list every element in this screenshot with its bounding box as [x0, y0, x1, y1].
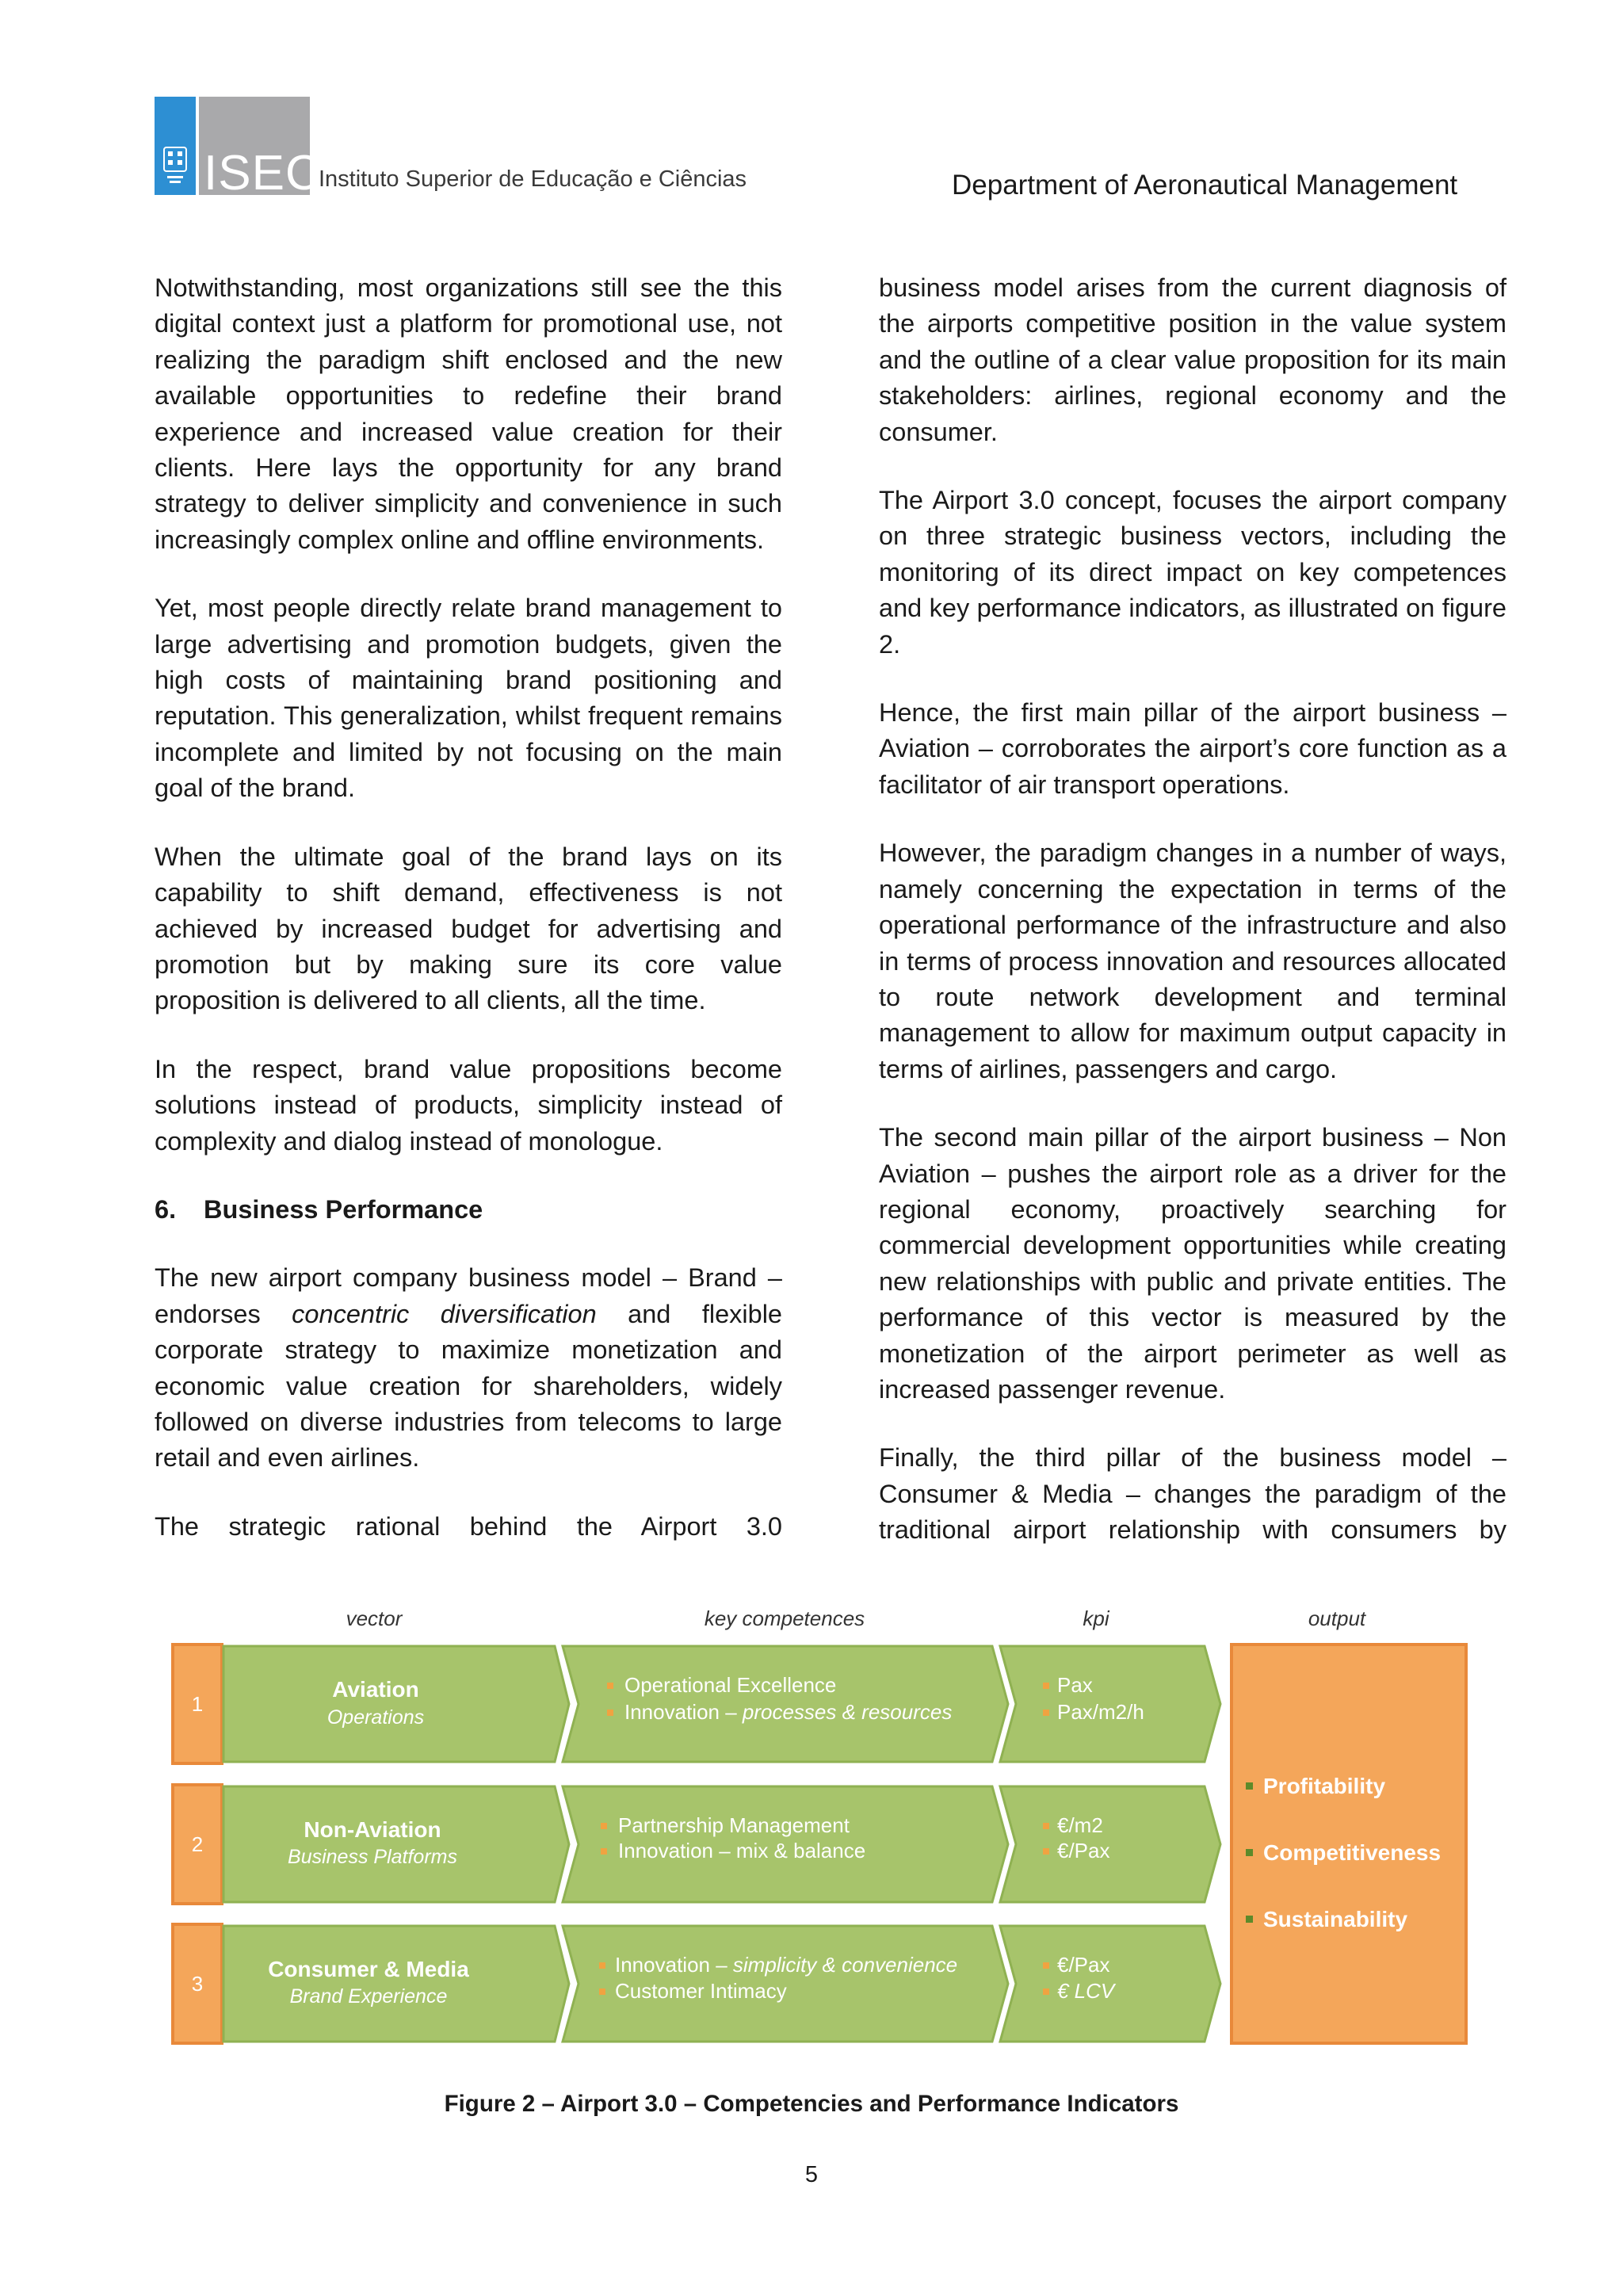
left-column [155, 270, 782, 1577]
bullet-icon [1043, 1988, 1049, 1995]
paragraph: Finally, the third pillar of the business model – Consumer & Media – changes the paradigm of the traditional airport relationship with consumers by [879, 1443, 1507, 1545]
vector-title: Non-Aviation [304, 1817, 441, 1842]
logo-text: ISEC [204, 146, 322, 201]
output-item: Profitability [1263, 1774, 1386, 1798]
competence-item: Partnership Management [618, 1813, 850, 1837]
vector-row-1 [173, 1645, 1220, 1763]
kpi-item: € LCV [1057, 1979, 1115, 2003]
section-number: 6. [155, 1194, 177, 1224]
paragraph: business model arises from the current diagnosis of the airports competitive position in the value system and the outline of a clear value proposition for its main stakeholders: airlines, regional economy and the consumer. [879, 273, 1507, 446]
bullet-icon [607, 1683, 613, 1689]
bullet-icon [1043, 1683, 1049, 1689]
output-box [1232, 1645, 1466, 2043]
bullet-icon [601, 1848, 607, 1855]
department-title: Department of Aeronautical Management [952, 170, 1458, 201]
vector-arrow [223, 1646, 569, 1762]
text-run: Innovation – [624, 1700, 743, 1724]
kpi-arrow [1000, 1786, 1220, 1902]
row-number: 2 [191, 1832, 204, 1856]
vector-arrow [223, 1786, 569, 1902]
emphasis-text: concentric diversification [292, 1299, 597, 1328]
vector-subtitle: Operations [327, 1706, 425, 1729]
text-run: Innovation – [615, 1953, 733, 1977]
row-number: 1 [191, 1692, 204, 1716]
page-number: 5 [804, 2162, 819, 2187]
header-vector: vector [346, 1606, 403, 1630]
text-run: and flexible corporate strategy to maximize monetization and economic value creation for shareholders, widely followed on diverse industries from telecoms to large retail and even airlines. [155, 1299, 782, 1473]
competence-item [624, 1700, 952, 1724]
vector-row-3 [173, 1924, 1220, 2043]
paragraph: Yet, most people directly relate brand management to large advertising and promotion budgets, given the high costs of maintaining brand positioning and reputation. This generalization, whilst frequent remains incomplete and limited by not focusing on the main goal of the brand. [155, 594, 782, 803]
vector-title: Consumer & Media [268, 1957, 469, 1981]
bullet-icon [601, 1823, 607, 1829]
text-run: simplicity & convenience [732, 1953, 958, 1977]
header-kpi: kpi [1083, 1606, 1109, 1630]
bullet-icon [599, 1988, 605, 1995]
paragraph: Notwithstanding, most organizations still see the this digital context just a platform for promotional use, not realizing the paradigm shift enclosed and the new available opportunities to redefine their brand experience and increased value creation for their clients. Here lays the opportunity for any brand strategy to deliver simplicity and convenience in such increasingly complex online and offline environments. [155, 273, 782, 554]
isec-logo [155, 97, 322, 201]
header-competences: key competences [704, 1606, 865, 1630]
paragraph: The second main pillar of the airport business – Non Aviation – pushes the airport role as a driver for the regional economy, proactively searching for commercial development opportunities while creating new relationships with public and private entities. The performance of this vector is measured by the monetization of the airport perimeter as well as increased passenger revenue. [879, 1123, 1507, 1404]
output-item: Sustainability [1263, 1907, 1408, 1931]
vector-arrow [223, 1926, 569, 2042]
right-column [879, 270, 1507, 1581]
header-output: output [1308, 1606, 1366, 1630]
logo-blue-block [155, 97, 196, 195]
bullet-icon [1043, 1848, 1049, 1855]
kpi-item: Pax [1057, 1673, 1093, 1697]
bullet-icon [1043, 1710, 1049, 1716]
vector-row-2 [173, 1785, 1220, 1904]
airport-3-figure [166, 1605, 1474, 2049]
competence-item: Innovation – mix & balance [618, 1839, 866, 1862]
paragraph [155, 1260, 782, 1476]
kpi-item: €/Pax [1057, 1839, 1110, 1862]
vector-subtitle: Business Platforms [288, 1846, 457, 1868]
kpi-item: €/Pax [1057, 1953, 1110, 1977]
section-heading [155, 1192, 782, 1228]
paragraph: However, the paradigm changes in a number of ways, namely concerning the expectation in terms of the operational performance of the infrastructure and also in terms of process innovation and resources allocated to route network development and terminal management to allow for maximum output capacity in terms of airlines, passengers and cargo. [879, 839, 1507, 1083]
competence-item: Operational Excellence [624, 1673, 837, 1697]
text-run: processes & resources [742, 1700, 953, 1724]
competence-item: Customer Intimacy [615, 1979, 787, 2003]
bullet-icon [1246, 1916, 1253, 1923]
paragraph: When the ultimate goal of the brand lays on its capability to shift demand, effectiveness is not achieved by increased budget for advertising and promotion but by making sure its core value proposition is delivered to all clients, all the time. [155, 842, 782, 1015]
bullet-icon [1246, 1849, 1253, 1856]
paragraph: In the respect, brand value propositions become solutions instead of products, simplicity instead of complexity and dialog instead of monologue. [155, 1054, 782, 1156]
figure-caption: Figure 2 – Airport 3.0 – Competencies and Performance Indicators [444, 2091, 1179, 2117]
bullet-icon [599, 1962, 605, 1969]
bullet-icon [1043, 1823, 1049, 1829]
paragraph: Hence, the first main pillar of the airport business – Aviation – corroborates the airport’s core function as a facilitator of air transport operations. [879, 698, 1507, 799]
text-run: The new airport company business model – Brand – endorses [155, 1263, 782, 1328]
vector-title: Aviation [332, 1677, 419, 1702]
paragraph: The Airport 3.0 concept, focuses the airport company on three strategic business vectors, including the monitoring of its direct impact on key competences and key performance indicators, as illustrated on figure 2. [879, 486, 1507, 659]
paragraph: The strategic rational behind the Airport 3.0 [155, 1511, 782, 1541]
vector-subtitle: Brand Experience [289, 1985, 448, 2008]
competence-item [615, 1953, 957, 1977]
output-item: Competitiveness [1263, 1840, 1442, 1865]
bullet-icon [1043, 1962, 1049, 1969]
crest-icon [161, 144, 189, 189]
kpi-item: Pax/m2/h [1057, 1700, 1144, 1724]
row-number: 3 [191, 1972, 204, 1996]
section-title: Business Performance [204, 1194, 483, 1224]
kpi-item: €/m2 [1057, 1813, 1103, 1837]
bullet-icon [607, 1710, 613, 1716]
institute-name: Instituto Superior de Educação e Ciências [319, 166, 747, 192]
bullet-icon [1246, 1782, 1253, 1790]
